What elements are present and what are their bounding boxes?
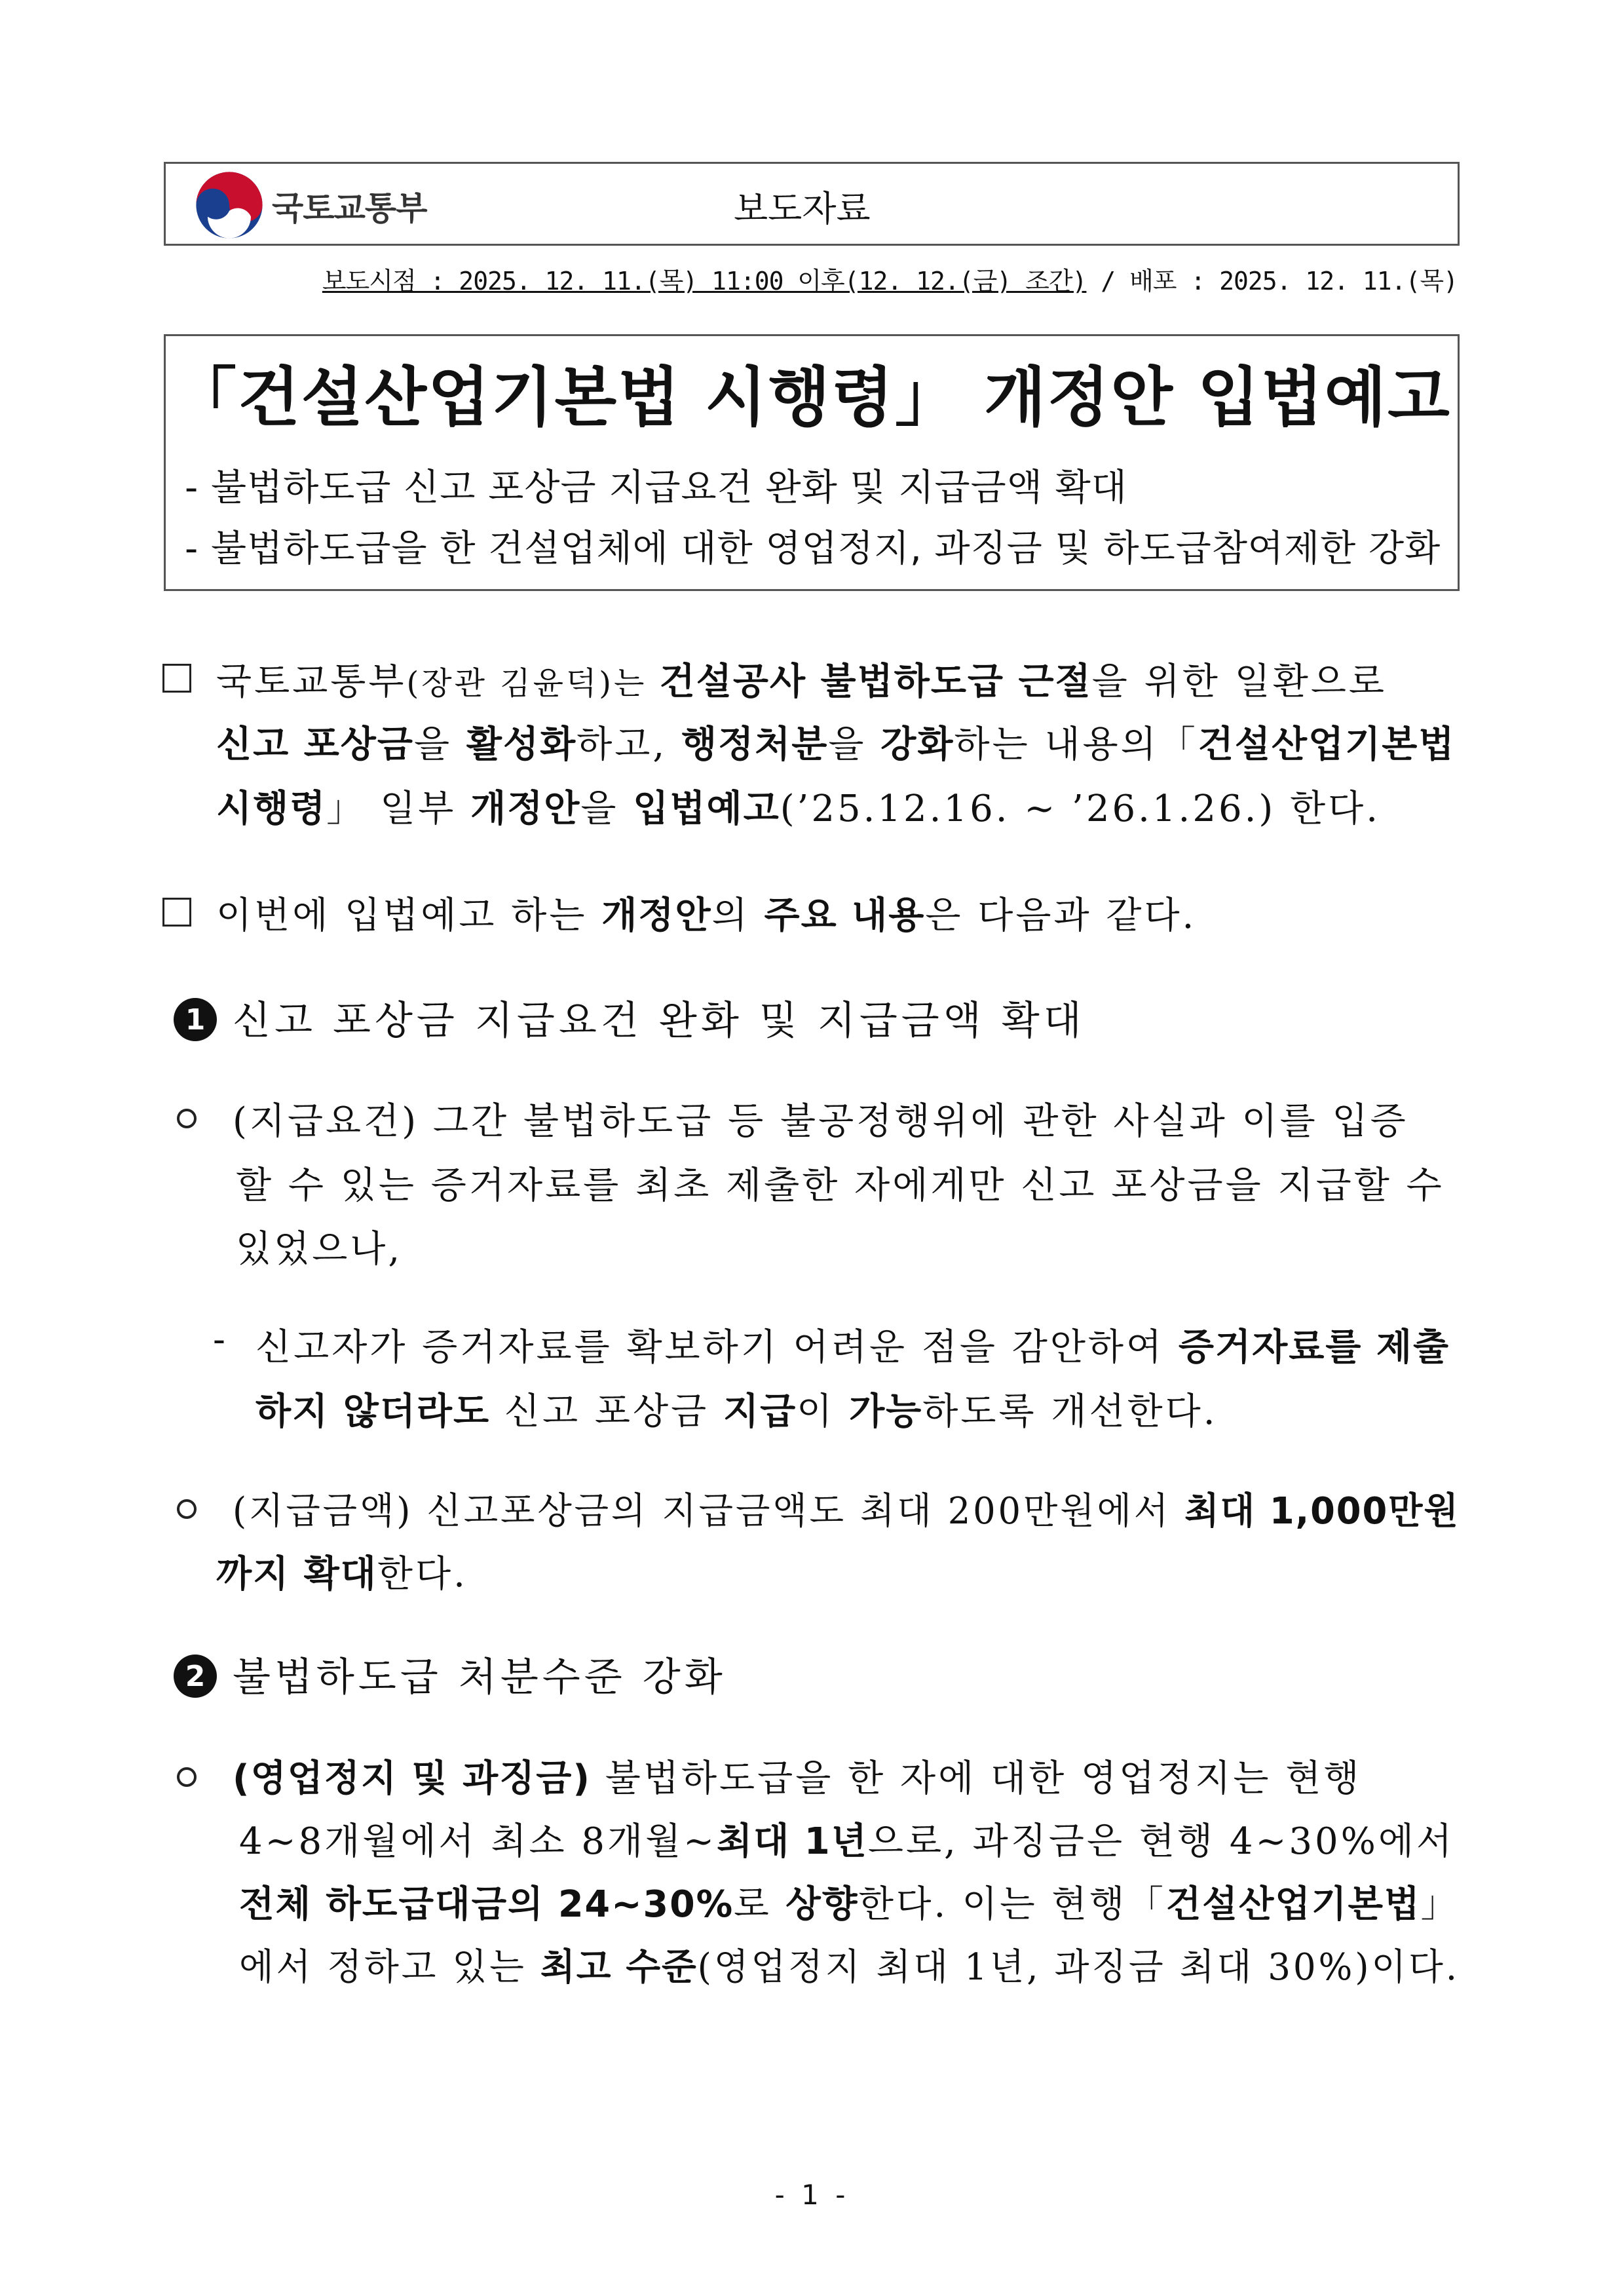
section1-item1-line1: (지급요건) 그간 불법하도급 등 불공정행위에 관한 사실과 이를 입증 bbox=[233, 1100, 1408, 1143]
subtitle-1: - 불법하도급 신고 포상금 지급요건 완화 및 지급금액 확대 bbox=[185, 467, 1127, 509]
emphasis-text: (영업정지 및 과징금) bbox=[233, 1757, 591, 1800]
release-separator: / bbox=[1086, 267, 1130, 296]
text-run: 신고 포상금 bbox=[490, 1390, 723, 1433]
text-run: 한다. 이는 현행「 bbox=[858, 1883, 1166, 1926]
text-run: 국토교통부 bbox=[216, 660, 407, 703]
para1-line3 bbox=[216, 780, 1380, 832]
emphasis-text: 하지 않더라도 bbox=[255, 1390, 491, 1433]
circle-bullet-icon bbox=[177, 1109, 197, 1128]
text-run: 」 bbox=[1420, 1883, 1460, 1926]
emphasis-text: 입법예고 bbox=[633, 788, 780, 830]
text-run: 은 다음과 같다. bbox=[925, 894, 1197, 937]
government-emblem-logo bbox=[193, 169, 265, 241]
square-bullet-icon bbox=[162, 664, 191, 693]
emphasis-text: 최고 수준 bbox=[540, 1946, 698, 1989]
text-run: 에서 정하고 있는 bbox=[239, 1946, 541, 1989]
section1-item2-line2 bbox=[216, 1545, 468, 1598]
section2-item1-line2 bbox=[239, 1812, 1454, 1865]
section-number-1-icon: 1 bbox=[174, 998, 217, 1041]
emphasis-text: 지급 bbox=[723, 1390, 797, 1433]
section1-item1-line2: 할 수 있는 증거자료를 최초 제출한 자에게만 신고 포상금을 지급할 수 bbox=[236, 1164, 1445, 1207]
emphasis-text: 증거자료를 제출 bbox=[1178, 1326, 1450, 1369]
section-1-heading: 신고 포상금 지급요건 완화 및 지급금액 확대 bbox=[233, 998, 1086, 1044]
section2-item1-line1 bbox=[233, 1750, 1362, 1802]
page-number: - 1 - bbox=[774, 2179, 850, 2211]
circle-bullet-icon bbox=[177, 1499, 197, 1519]
text-run: (지급금액) 신고포상금의 지급금액도 최대 200만원에서 bbox=[233, 1490, 1185, 1533]
section2-item1-line3 bbox=[239, 1875, 1460, 1928]
text-run: 불법하도급을 한 자에 대한 영업정지는 현행 bbox=[590, 1757, 1362, 1800]
para2-line bbox=[216, 887, 1196, 939]
text-run: 신고자가 증거자료를 확보하기 어려운 점을 감안하여 bbox=[255, 1326, 1179, 1369]
emphasis-text: 최대 1년 bbox=[717, 1820, 868, 1863]
dash-bullet: - bbox=[213, 1318, 225, 1361]
section1-sub1-line1 bbox=[255, 1318, 1450, 1371]
para1-line1 bbox=[216, 653, 1387, 705]
section1-item2-line1 bbox=[233, 1482, 1460, 1535]
emphasis-text: 강화 bbox=[880, 723, 954, 766]
emphasis-text: 건설산업기본법 bbox=[1165, 1883, 1421, 1926]
emphasis-text: 가능 bbox=[849, 1390, 923, 1433]
text-run: 의 bbox=[711, 894, 765, 937]
emphasis-text: 상향 bbox=[785, 1883, 859, 1926]
emphasis-text: 개정안 bbox=[470, 788, 581, 830]
distribution-date: 배포 : 2025. 12. 11.(목) bbox=[1129, 267, 1458, 296]
emphasis-text: 활성화 bbox=[466, 723, 577, 766]
text-run: 하도록 개선한다. bbox=[922, 1390, 1218, 1433]
text-run: 을 bbox=[580, 788, 633, 830]
text-run: 4~8개월에서 최소 8개월~ bbox=[239, 1820, 717, 1863]
emphasis-text: 최대 1,000만원 bbox=[1184, 1490, 1460, 1533]
emphasis-text: 건설산업기본법 bbox=[1198, 723, 1456, 766]
text-run: 한다. bbox=[377, 1553, 468, 1596]
text-run: 으로, 과징금은 현행 4~30%에서 bbox=[867, 1820, 1455, 1863]
text-run: (장관 김윤덕)는 bbox=[406, 665, 660, 702]
embargo-time: 보도시점 : 2025. 12. 11.(목) 11:00 이후(12. 12.(금) 조간) bbox=[322, 267, 1087, 296]
para1-line2 bbox=[216, 716, 1455, 768]
emphasis-text: 주요 내용 bbox=[764, 894, 926, 937]
emphasis-text: 전체 하도급대금의 24~30% bbox=[239, 1883, 734, 1926]
text-run: 이 bbox=[797, 1390, 850, 1433]
emphasis-text: 시행령 bbox=[216, 788, 327, 830]
emphasis-text: 건설공사 불법하도급 근절 bbox=[659, 660, 1092, 703]
text-run: 하고, bbox=[576, 723, 681, 766]
subtitle-2: - 불법하도급을 한 건설업체에 대한 영업정지, 과징금 및 하도급참여제한 강화 bbox=[185, 527, 1441, 570]
emphasis-text: 신고 포상금 bbox=[216, 723, 414, 766]
text-run: 을 bbox=[413, 723, 466, 766]
text-run: 이번에 입법예고 하는 bbox=[216, 894, 602, 937]
section2-item1-line4 bbox=[239, 1938, 1460, 1991]
section1-item1-line3: 있었으나, bbox=[236, 1228, 403, 1271]
emphasis-text: 개정안 bbox=[601, 894, 712, 937]
text-run: 하는 내용의「 bbox=[954, 723, 1198, 766]
emphasis-text: 까지 확대 bbox=[216, 1553, 377, 1596]
section-2-heading: 불법하도급 처분수준 강화 bbox=[233, 1655, 727, 1700]
text-run: 로 bbox=[734, 1883, 786, 1926]
text-run: 을 bbox=[828, 723, 881, 766]
square-bullet-icon bbox=[162, 898, 191, 927]
emphasis-text: 행정처분 bbox=[681, 723, 829, 766]
document-type-label: 보도자료 bbox=[734, 188, 871, 229]
release-info-line bbox=[322, 261, 1458, 297]
text-run: (’25.12.16. ~ ’26.1.26.) 한다. bbox=[780, 788, 1381, 830]
page-title: 「건설산업기본법 시행령」 개정안 입법예고 bbox=[172, 360, 1451, 435]
ministry-name: 국토교통부 bbox=[272, 189, 427, 227]
section-number-2-icon: 2 bbox=[174, 1655, 217, 1698]
section1-sub1-line2 bbox=[255, 1383, 1218, 1435]
text-run: 」 일부 bbox=[326, 788, 471, 830]
text-run: (영업정지 최대 1년, 과징금 최대 30%)이다. bbox=[697, 1946, 1460, 1989]
circle-bullet-icon bbox=[177, 1767, 197, 1787]
text-run: 을 위한 일환으로 bbox=[1091, 660, 1388, 703]
